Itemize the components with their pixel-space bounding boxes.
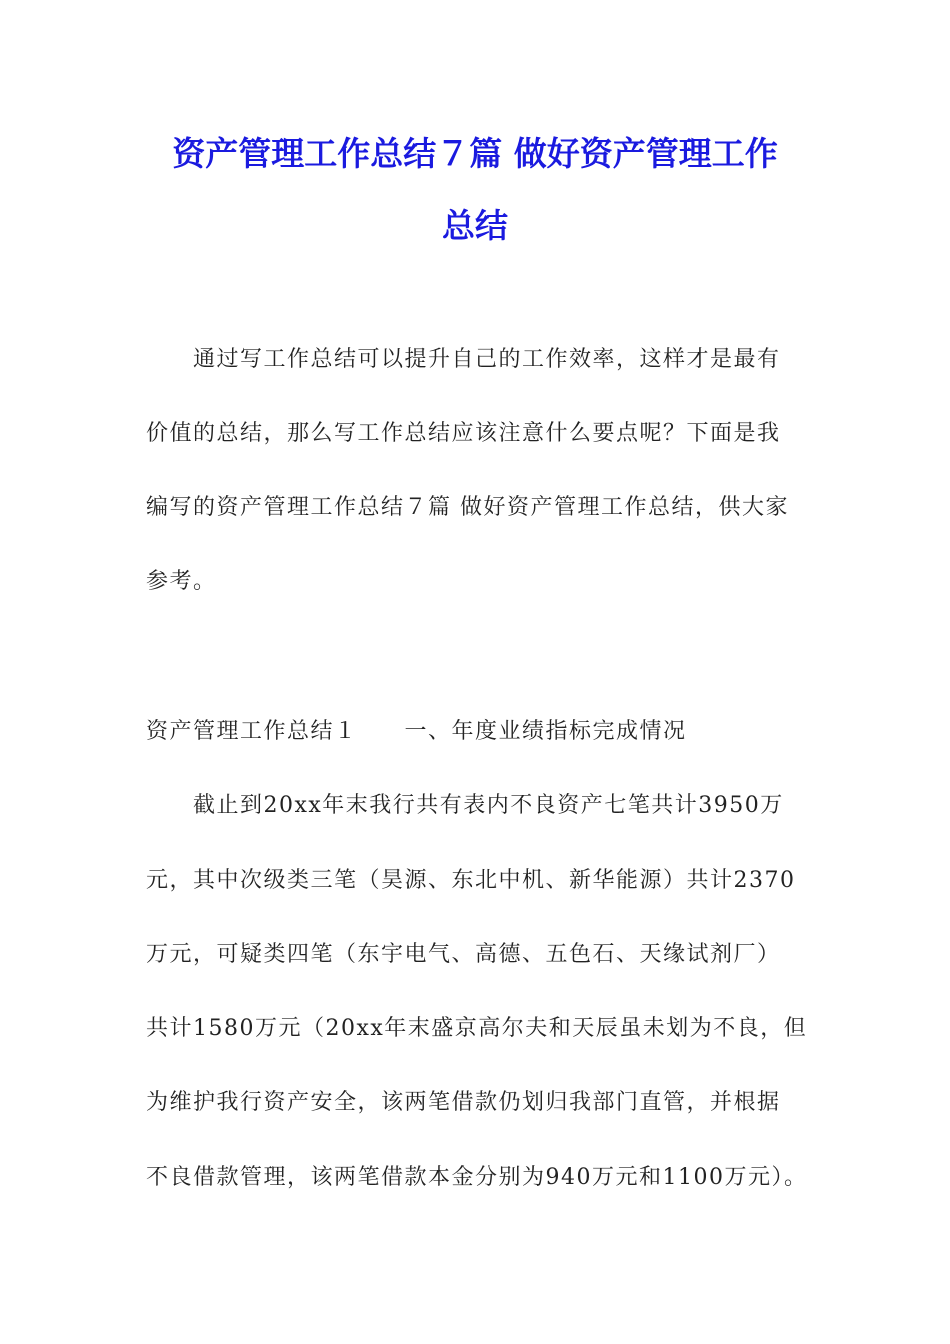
paragraph-line: 共计1580万元（20xx年末盛京高尔夫和天辰虽未划为不良，但 bbox=[146, 1016, 808, 1041]
paragraph-line: 为维护我行资产安全，该两笔借款仍划归我部门直管，并根据 bbox=[146, 1090, 781, 1115]
document-title-line-2: 总结 bbox=[442, 206, 508, 245]
intro-line: 参考。 bbox=[146, 569, 217, 594]
intro-line: 通过写工作总结可以提升自己的工作效率，这样才是最有 bbox=[193, 347, 781, 372]
document-title-line-1: 资产管理工作总结７篇 做好资产管理工作 bbox=[172, 134, 778, 173]
paragraph-line: 万元，可疑类四笔（东宇电气、高德、五色石、天缘试剂厂） bbox=[146, 942, 781, 967]
paragraph-line: 元，其中次级类三笔（昊源、东北中机、新华能源）共计2370 bbox=[146, 868, 796, 893]
section-heading: 资产管理工作总结１ 一、年度业绩指标完成情况 bbox=[146, 719, 687, 744]
intro-line: 价值的总结，那么写工作总结应该注意什么要点呢？下面是我 bbox=[146, 421, 781, 446]
intro-line: 编写的资产管理工作总结７篇 做好资产管理工作总结，供大家 bbox=[146, 495, 789, 520]
paragraph-line: 不良借款管理，该两笔借款本金分别为940万元和1100万元）。 bbox=[146, 1165, 808, 1190]
paragraph-line: 截止到20xx年末我行共有表内不良资产七笔共计3950万 bbox=[193, 793, 784, 818]
